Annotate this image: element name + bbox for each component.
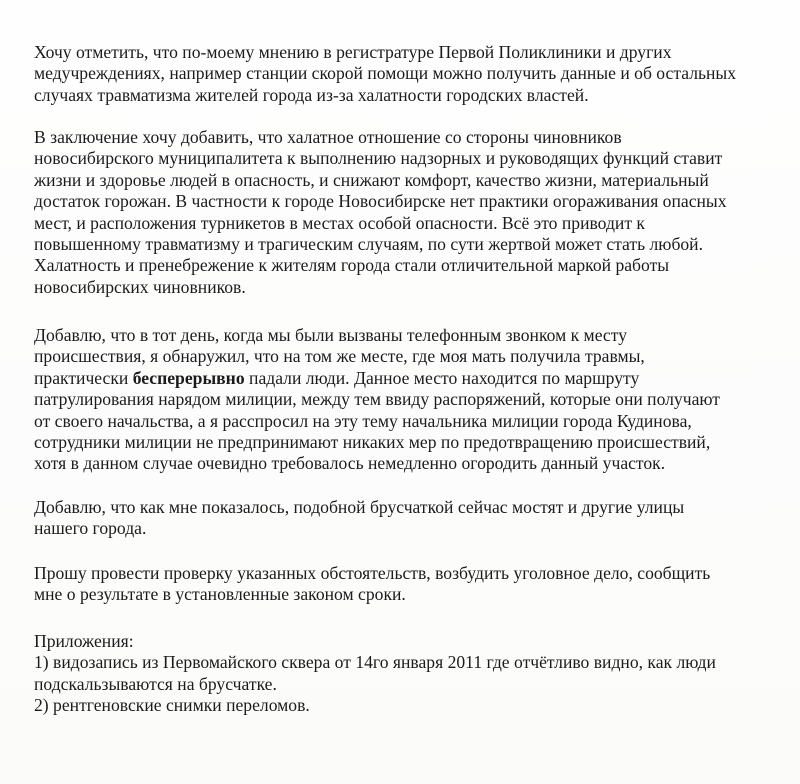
attachment-item-continuation: подскальзываются на брусчатке.: [34, 673, 277, 694]
paragraph-conclusion: [34, 127, 727, 298]
text-line: мне о результате в установленные законом сроки.: [34, 584, 406, 605]
text-line: Добавлю, что в тот день, когда мы были вызваны телефонным звонком к месту: [34, 325, 627, 345]
paragraph-request: [34, 563, 710, 606]
text-line: нашего города.: [34, 518, 147, 539]
emphasized-word: бесперерывно: [132, 367, 245, 388]
text-fragment: практически: [34, 367, 133, 388]
text-line: мест, и расположения турникетов в местах особой опасности. Всё это приводит к: [34, 212, 645, 233]
paragraph-registry: [34, 42, 736, 106]
text-line: Добавлю, что как мне показалось, подобной брусчаткой сейчас мостят и другие улицы: [34, 497, 685, 517]
text-line: новосибирского муниципалитета к выполнению надзорных и руководящих функций ставит: [34, 148, 723, 169]
text-line: В заключение хочу добавить, что халатное отношение со стороны чиновников: [34, 127, 622, 147]
paragraph-incident: [34, 325, 720, 475]
text-line: Халатность и пренебрежение к жителям города стали отличительной маркой работы: [34, 255, 670, 276]
attachments-section: [34, 631, 716, 717]
text-line: патрулирования нарядом милиции, между тем ввиду распоряжений, которые они получают: [34, 389, 720, 410]
text-line: [34, 368, 720, 389]
attachment-item: 2) рентгеновские снимки переломов.: [34, 695, 310, 716]
text-line: сотрудники милиции не предпринимают никаких мер по предотвращению происшествий,: [34, 432, 711, 453]
text-line: жизни и здоровье людей в опасность, и снижают комфорт, качество жизни, материальный: [34, 169, 709, 190]
text-line: новосибирских чиновников.: [34, 276, 246, 297]
text-line: хотя в данном случае очевидно требовалось немедленно огородить данный участок.: [34, 453, 666, 474]
text-line: медучреждениях, например станции скорой помощи можно получить данные и об остальных: [34, 63, 737, 84]
text-line: Прошу провести проверку указанных обстоятельств, возбудить уголовное дело, сообщить: [34, 563, 711, 583]
text-line: случаях травматизма жителей города из-за халатности городских властей.: [34, 84, 589, 105]
paragraph-paving: [34, 497, 684, 540]
text-line: происшествия, я обнаружил, что на том же месте, где моя мать получила травмы,: [34, 346, 645, 367]
text-line: Хочу отметить, что по-моему мнению в регистратуре Первой Поликлиники и других: [34, 42, 672, 62]
text-line: достаток горожан. В частности к городе Новосибирске нет практики огораживания опасных: [34, 191, 727, 212]
text-line: повышенному травматизму и трагическим случаям, по сути жертвой может стать любой.: [34, 234, 703, 255]
text-fragment: падали люди. Данное место находится по маршруту: [244, 367, 640, 388]
attachments-heading: Приложения:: [34, 631, 134, 651]
attachment-item: 1) видозапись из Первомайского сквера от 14го января 2011 где отчётливо видно, как люди: [34, 652, 716, 673]
text-line: от своего начальства, а я расспросил на эту тему начальника милиции города Кудинова,: [34, 410, 692, 431]
